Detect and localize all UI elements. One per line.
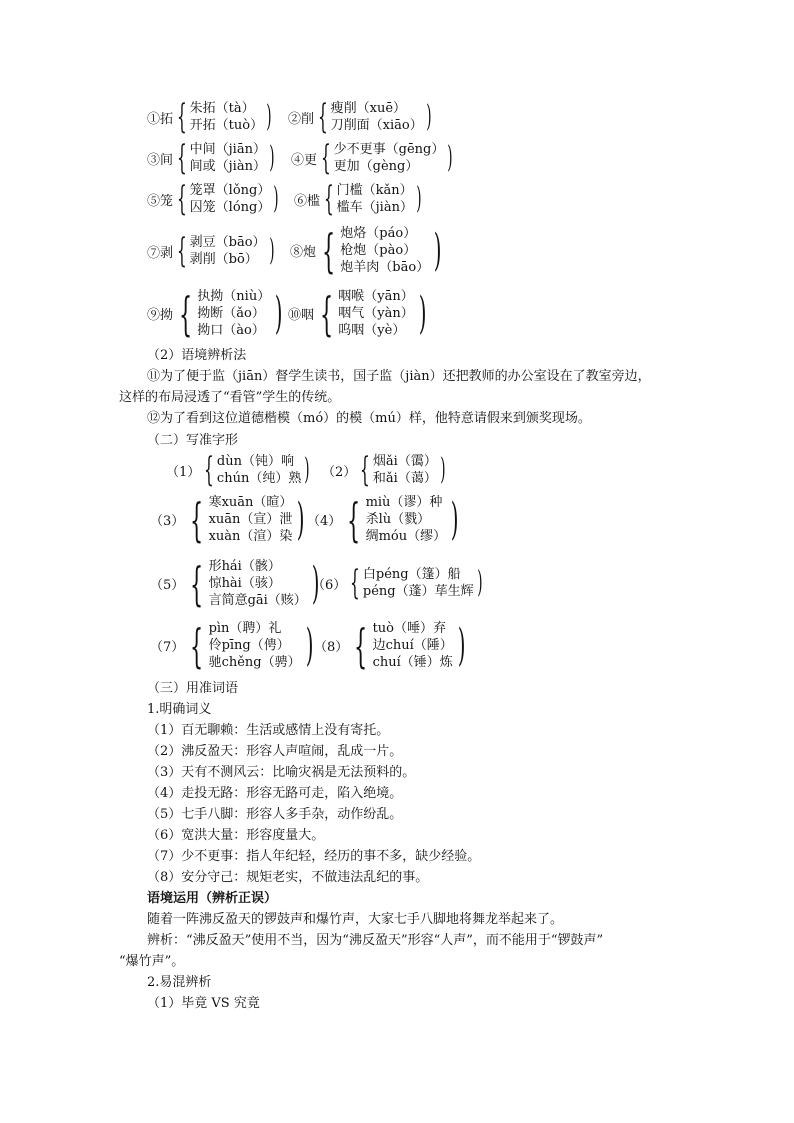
glyph-item: 寒xuān（暄） [208,495,293,510]
pron-item: 瘦削（xuē） [330,101,407,116]
analysis-text: 辨析：“沸反盈天”使用不当，因为“沸反盈天”形容“人声”，而不能用于“锣鼓声” [147,933,604,948]
left-brace: { [179,286,193,341]
glyph-group-label: （1） [166,464,201,480]
pron-item: 囚笼（lóng） [189,200,271,215]
right-bracket: ) [457,619,466,671]
right-bracket: ) [425,99,432,134]
pron-item: 咽气（yàn） [338,306,414,321]
left-brace: { [176,138,187,178]
glyph-group-1 [166,450,313,490]
left-brace: { [190,556,204,611]
pron-group-2 [288,97,434,137]
pron-group-6 [294,179,425,219]
pron-group-label: ⑨拗 [147,308,174,323]
pron-group-5 [147,179,282,219]
context-item: 这样的布局浸透了“看管”学生的传统。 [119,390,341,405]
left-brace: { [350,563,360,603]
right-bracket: ) [447,140,453,175]
context-item: ⑪为了便于监（jiān）督学生读书，国子监（jiàn）还把教师的办公室设在了教室旁边， [147,369,651,384]
glyph-item: 烟ǎi（霭） [372,454,437,469]
right-bracket: ) [266,99,272,134]
glyph-item: chún（纯）熟 [216,471,302,486]
glyph-group-7 [150,620,318,671]
left-brace: { [204,450,214,490]
context-title: （2）语境辨析法 [147,348,247,363]
glyph-item: 伶pīng（俜） [208,638,290,653]
pron-item: 笼罩（lǒng） [189,183,271,198]
right-bracket: ) [416,181,422,216]
section-title: （三）用准词语 [147,681,239,696]
glyph-item: pìn（聘）礼 [208,621,282,636]
right-bracket: ) [476,565,483,600]
pron-group-1 [147,97,275,137]
glyph-item: miù（谬）种 [365,495,443,510]
glyph-item: 边chuí（陲） [372,638,453,653]
pron-item: 剥豆（bāo） [189,235,266,250]
definition-item: （2）沸反盈天：形容人声喧闹，乱成一片。 [147,744,403,759]
left-brace: { [190,492,204,547]
right-bracket: ) [273,181,279,216]
pron-group-label: ⑤笼 [147,193,174,209]
analysis-text: “爆竹声”。 [119,954,185,969]
right-bracket: ) [297,493,305,545]
right-bracket: ) [418,287,427,339]
glyph-item: xuān（宣）泄 [208,512,293,527]
pron-item: 剥削（bō） [189,252,258,267]
right-bracket: ) [269,140,275,175]
left-brace: { [323,179,334,219]
confusable-item: （1）毕竟 VS 究竟 [147,996,260,1011]
left-brace: { [190,618,204,673]
glyph-item: 绸móu（缪） [365,529,447,544]
usage-title: 语境运用（辨析正误） [147,891,278,906]
glyph-item: dùn（钝）响 [216,454,294,469]
definition-item: （4）走投无路：形容无路可走，陷入绝境。 [147,786,403,801]
pron-group-8 [290,225,446,276]
pron-group-label: ②削 [288,111,315,127]
glyph-group-6 [312,563,485,603]
right-bracket: ) [268,233,275,268]
pron-item: 拗断（ǎo） [197,306,265,321]
left-brace: { [354,618,368,673]
left-brace: { [320,286,334,341]
left-brace: { [347,492,361,547]
glyph-item: 杀lù（戮） [365,512,431,527]
pron-group-label: ①拓 [147,111,174,127]
pron-item: 开拓（tuò） [189,118,264,133]
right-bracket: ) [274,287,283,339]
pron-group-3 [147,138,278,178]
glyph-group-label: （4） [307,514,342,529]
definition-item: （8）安分守己：规矩老实，不做违法乱纪的事。 [147,870,429,885]
pron-item: 少不更事（gēng） [333,142,445,157]
right-bracket: ) [450,493,459,545]
pron-item: 刀削面（xiāo） [330,118,423,133]
glyph-item: 言简意gāi（赅） [208,593,307,608]
left-brace: { [317,97,328,137]
glyph-item: 驰chěng（骋） [208,655,301,670]
glyph-group-label: （8） [314,640,349,655]
glyph-group-label: （7） [150,640,185,655]
left-brace: { [360,450,370,490]
definition-item: （3）天有不测风云：比喻灾祸是无法预料的。 [147,765,416,780]
glyph-item: tuò（唾）弃 [372,621,446,636]
pron-item: 枪炮（pào） [340,243,417,258]
right-bracket: ) [304,452,310,487]
glyph-group-label: （6） [312,577,347,593]
right-bracket: ) [305,619,314,671]
glyph-item: péng（蓬）荜生辉 [362,584,474,599]
pron-item: 炮烙（páo） [340,226,417,241]
pron-group-label: ⑥槛 [294,193,321,209]
pron-item: 间或（jiàn） [189,159,266,174]
pron-group-label: ⑦剥 [147,245,174,261]
glyph-item: 形hái（骸） [208,559,281,574]
glyph-item: chuí（锤）炼 [372,655,453,670]
pron-group-label: ④更 [291,152,318,168]
glyph-item: 惊hài（骇） [208,576,281,591]
glyph-group-2 [322,450,449,490]
right-bracket: ) [433,224,442,276]
pron-item: 炮羊肉（bāo） [340,260,430,275]
pron-group-label: ③间 [147,152,174,168]
pron-item: 门槛（kǎn） [336,183,413,198]
glyph-group-8 [314,620,470,671]
usage-sentence: 随着一阵沸反盈天的锣鼓声和爆竹声，大家七手八脚地将舞龙举起来了。 [147,912,564,927]
left-brace: { [320,138,331,178]
glyph-group-label: （3） [150,514,185,529]
context-item: ⑫为了看到这位道德楷模（mó）的模（mú）样，他特意请假来到颁奖现场。 [147,411,591,426]
definition-item: （7）少不更事：指人年纪轻，经历的事不多，缺少经验。 [147,849,481,864]
left-brace: { [176,97,187,137]
definition-item: （6）宽洪大量：形容度量大。 [147,828,325,843]
pron-group-9 [147,288,287,339]
pron-item: 呜咽（yè） [338,323,406,338]
glyph-item: 和ǎi（蔼） [372,471,437,486]
pron-group-label: ⑩咽 [288,308,315,323]
left-brace: { [176,231,187,271]
section-title: （二）写准字形 [147,433,239,448]
glyph-item: xuàn（渲）染 [208,529,293,544]
pron-group-7 [147,231,277,271]
subsection-title: 2.易混辨析 [147,975,212,990]
pron-item: 朱拓（tà） [189,101,255,116]
right-bracket: ) [440,452,446,487]
right-bracket: ) [311,557,320,609]
glyph-group-label: （2） [322,464,357,480]
definition-item: （1）百无聊赖：生活或感情上没有寄托。 [147,723,390,738]
glyph-group-4 [307,494,463,545]
pron-group-label: ⑧炮 [290,245,317,260]
glyph-group-5 [150,558,324,609]
pron-item: 拗口（ào） [197,323,265,338]
pron-item: 咽喉（yān） [338,289,414,304]
pron-item: 中间（jiān） [189,142,266,157]
pron-item: 更加（gèng） [333,159,419,174]
glyph-group-3 [150,494,310,545]
left-brace: { [322,223,336,278]
glyph-item: 白péng（篷）船 [362,567,461,582]
glyph-group-label: （5） [150,578,185,593]
subsection-title: 1.明确词义 [147,702,212,717]
pron-item: 槛车（jiàn） [336,200,413,215]
pron-group-10 [288,288,431,339]
definition-item: （5）七手八脚：形容人多手杂，动作纷乱。 [147,807,403,822]
left-brace: { [176,179,187,219]
pron-group-4 [291,138,456,178]
pron-item: 执拗（niù） [197,289,271,304]
